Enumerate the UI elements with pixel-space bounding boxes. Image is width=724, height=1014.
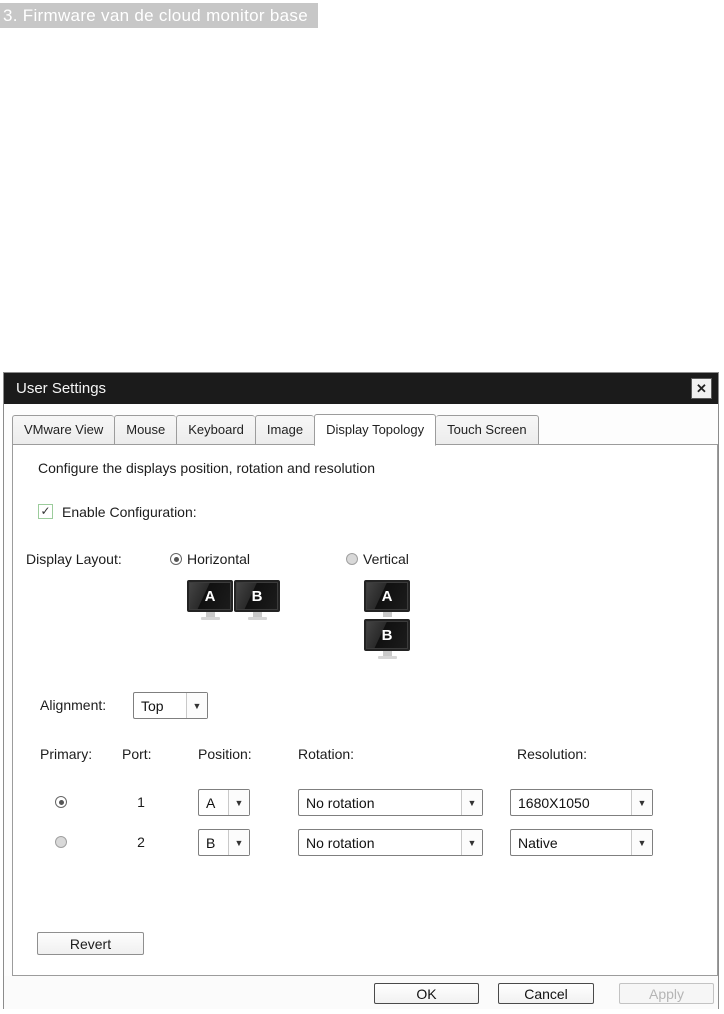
monitor-b-screen bbox=[364, 619, 410, 651]
enable-configuration-label: Enable Configuration: bbox=[62, 504, 197, 520]
vertical-monitor-b bbox=[364, 619, 410, 659]
close-button[interactable] bbox=[691, 378, 712, 399]
dialog-title: User Settings bbox=[16, 380, 107, 397]
position-dropdown-port2[interactable] bbox=[198, 829, 250, 856]
chevron-down-icon: ▼ bbox=[631, 830, 652, 855]
tab-mouse[interactable]: Mouse bbox=[114, 415, 176, 445]
primary-radio-port2[interactable] bbox=[55, 836, 67, 848]
vertical-monitor-a bbox=[364, 580, 410, 617]
header-rotation: Rotation: bbox=[298, 746, 355, 762]
monitor-a-screen bbox=[187, 580, 233, 612]
ok-button[interactable]: OK bbox=[374, 983, 479, 1004]
resolution-2-value: Native bbox=[518, 834, 558, 851]
tab-image[interactable]: Image bbox=[255, 415, 314, 445]
rotation-1-value: No rotation bbox=[306, 794, 375, 811]
chevron-down-icon: ▼ bbox=[461, 790, 482, 815]
position-dropdown-port1[interactable] bbox=[198, 789, 250, 816]
alignment-value: Top bbox=[141, 697, 164, 714]
enable-configuration-checkbox[interactable] bbox=[38, 504, 53, 519]
chevron-down-icon: ▼ bbox=[461, 830, 482, 855]
resolution-1-value: 1680X1050 bbox=[518, 794, 590, 811]
position-1-value: A bbox=[206, 794, 216, 811]
panel-description: Configure the displays position, rotation and resolution bbox=[38, 460, 375, 476]
rotation-2-value: No rotation bbox=[306, 834, 375, 851]
vertical-label: Vertical bbox=[363, 551, 409, 567]
monitor-base bbox=[248, 617, 267, 620]
resolution-dropdown-port2[interactable] bbox=[510, 829, 653, 856]
alignment-label: Alignment: bbox=[40, 697, 107, 713]
tab-touch-screen[interactable]: Touch Screen bbox=[436, 415, 539, 445]
header-resolution: Resolution: bbox=[517, 746, 588, 762]
dialog-titlebar[interactable] bbox=[4, 373, 718, 404]
horizontal-monitor-a bbox=[187, 580, 233, 620]
dialog-footer bbox=[4, 976, 718, 1009]
header-port: Port: bbox=[122, 746, 152, 762]
resolution-dropdown-port1[interactable] bbox=[510, 789, 653, 816]
alignment-dropdown[interactable] bbox=[133, 692, 208, 719]
horizontal-monitor-b bbox=[234, 580, 280, 620]
position-2-value: B bbox=[206, 834, 216, 851]
display-topology-panel bbox=[12, 444, 718, 976]
port-2-value: 2 bbox=[137, 834, 145, 850]
cancel-button[interactable]: Cancel bbox=[498, 983, 594, 1004]
monitor-base bbox=[201, 617, 220, 620]
section-header: 3. Firmware van de cloud monitor base bbox=[0, 3, 318, 28]
apply-button[interactable]: Apply bbox=[619, 983, 714, 1004]
check-icon: ✓ bbox=[40, 504, 51, 518]
primary-radio-port1[interactable] bbox=[55, 796, 67, 808]
tab-display-topology[interactable]: Display Topology bbox=[314, 414, 436, 446]
monitor-b-screen bbox=[234, 580, 280, 612]
monitor-a-letter: A bbox=[204, 587, 216, 605]
close-icon: ✕ bbox=[696, 380, 707, 396]
chevron-down-icon: ▼ bbox=[186, 693, 207, 718]
chevron-down-icon: ▼ bbox=[228, 790, 249, 815]
port-1-value: 1 bbox=[137, 794, 145, 810]
monitor-a-letter: A bbox=[381, 587, 393, 605]
header-position: Position: bbox=[198, 746, 252, 762]
horizontal-label: Horizontal bbox=[187, 551, 251, 567]
vertical-radio[interactable] bbox=[346, 553, 358, 565]
display-layout-label: Display Layout: bbox=[26, 551, 122, 567]
chevron-down-icon: ▼ bbox=[228, 830, 249, 855]
user-settings-dialog bbox=[3, 372, 719, 1009]
chevron-down-icon: ▼ bbox=[631, 790, 652, 815]
tab-bar bbox=[12, 414, 539, 445]
monitor-stand bbox=[383, 612, 392, 617]
tab-keyboard[interactable]: Keyboard bbox=[176, 415, 255, 445]
rotation-dropdown-port2[interactable] bbox=[298, 829, 483, 856]
monitor-b-letter: B bbox=[381, 626, 393, 644]
tab-vmware-view[interactable]: VMware View bbox=[12, 415, 114, 445]
monitor-a-screen bbox=[364, 580, 410, 612]
header-primary: Primary: bbox=[40, 746, 93, 762]
monitor-b-letter: B bbox=[251, 587, 263, 605]
revert-button[interactable]: Revert bbox=[37, 932, 144, 955]
monitor-base bbox=[378, 656, 397, 659]
rotation-dropdown-port1[interactable] bbox=[298, 789, 483, 816]
horizontal-radio[interactable] bbox=[170, 553, 182, 565]
